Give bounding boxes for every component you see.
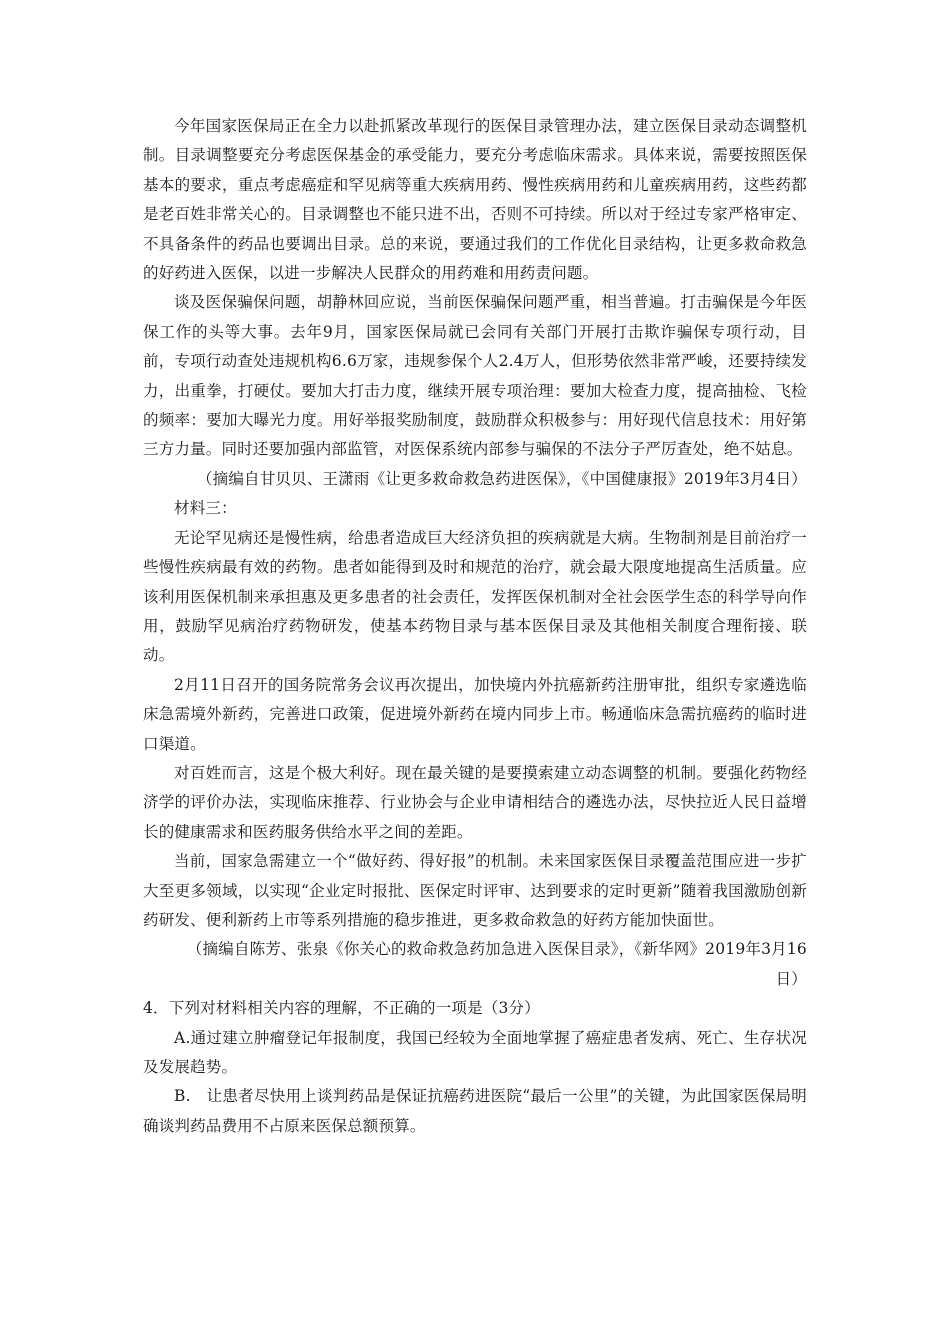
material3-paragraph-3: 对百姓而言，这是个极大利好。现在最关键的是要摸索建立动态调整的机制。要强化药物经济学的评价办法，实现临床推荐、行业协会与企业申请相结合的遴选办法，尽快拉近人民日益增长的健康需求和医药服务供给水平之间的差距。 [143,763,807,841]
material3-paragraph-2: 2月11日召开的国务院常务会议再次提出，加快境内外抗癌新药注册审批，组织专家遴选临床急需境外新药，完善进口政策，促进境外新药在境内同步上市。畅通临床急需抗癌药的临时进口渠道。 [143,675,807,753]
question-4-option-a: A.通过建立肿瘤登记年报制度，我国已经较为全面地掌握了癌症患者发病、死亡、生存状况及发展趋势。 [143,1028,807,1076]
material3-heading: 材料三： [174,499,237,518]
material2-source: （摘编自甘贝贝、王潇雨《让更多救命救急药进医保》，《中国健康报》2019年3月4日） [196,469,807,488]
material3-paragraph-1: 无论罕见病还是慢性病，给患者造成巨大经济负担的疾病就是大病。生物制剂是目前治疗一些慢性疾病最有效的药物。患者如能得到及时和规范的治疗，就会最大限度地提高生活质量。应该利用医保机制来承担惠及更多患者的社会责任，发挥医保机制对全社会医学生态的科学导向作用，鼓励罕见病治疗药物研发，使基本药物目录与基本医保目录及其他相关制度合理衔接、联动。 [143,528,807,665]
document-page [143,112,807,1141]
material2-paragraph-1: 今年国家医保局正在全力以赴抓紧改革现行的医保目录管理办法，建立医保目录动态调整机制。目录调整要充分考虑医保基金的承受能力，要充分考虑临床需求。具体来说，需要按照医保基本的要求，重点考虑癌症和罕见病等重大疾病用药、慢性疾病用药和儿童疾病用药，这些药都是老百姓非常关心的。目录调整也不能只进不出，否则不可持续。所以对于经过专家严格审定、不具备条件的药品也要调出目录。总的来说，要通过我们的工作优化目录结构，让更多救命救急的好药进入医保，以进一步解决人民群众的用药难和用药责问题。 [143,117,807,283]
material3-paragraph-4: 当前，国家急需建立一个“做好药、得好报”的机制。未来国家医保目录覆盖范围应进一步扩大至更多领域，以实现“企业定时报批、医保定时评审、达到要求的定时更新”随着我国激励创新药研发、便利新药上市等系列措施的稳步推进，更多救命救急的好药方能加快面世。 [143,852,807,929]
question-4-stem: 4．下列对材料相关内容的理解，不正确的一项是（3分） [143,999,540,1018]
material3-source: （摘编自陈芳、张泉《你关心的救命救急药加急进入医保目录》，《新华网》2019年3月16日） [186,940,807,988]
material2-paragraph-2: 谈及医保骗保问题，胡静林回应说，当前医保骗保问题严重，相当普遍。打击骗保是今年医保工作的头等大事。去年9月，国家医保局就已会同有关部门开展打击欺诈骗保专项行动，目前，专项行动查处违规机构6.6万家，违规参保个人2.4万人，但形势依然非常严峻，还要持续发力，出重拳，打硬仗。要加大打击力度，继续开展专项治理：要加大检查力度，提高抽检、飞检的频率：要加大曝光力度。用好举报奖励制度，鼓励群众积极参与：用好现代信息技术：用好第三方力量。同时还要加强内部监管，对医保系统内部参与骗保的不法分子严厉查处，绝不姑息。 [143,293,807,459]
question-4-option-b: B. 让患者尽快用上谈判药品是保证抗癌药进医院“最后一公里”的关键，为此国家医保局明确谈判药品费用不占原来医保总额预算。 [143,1087,807,1135]
